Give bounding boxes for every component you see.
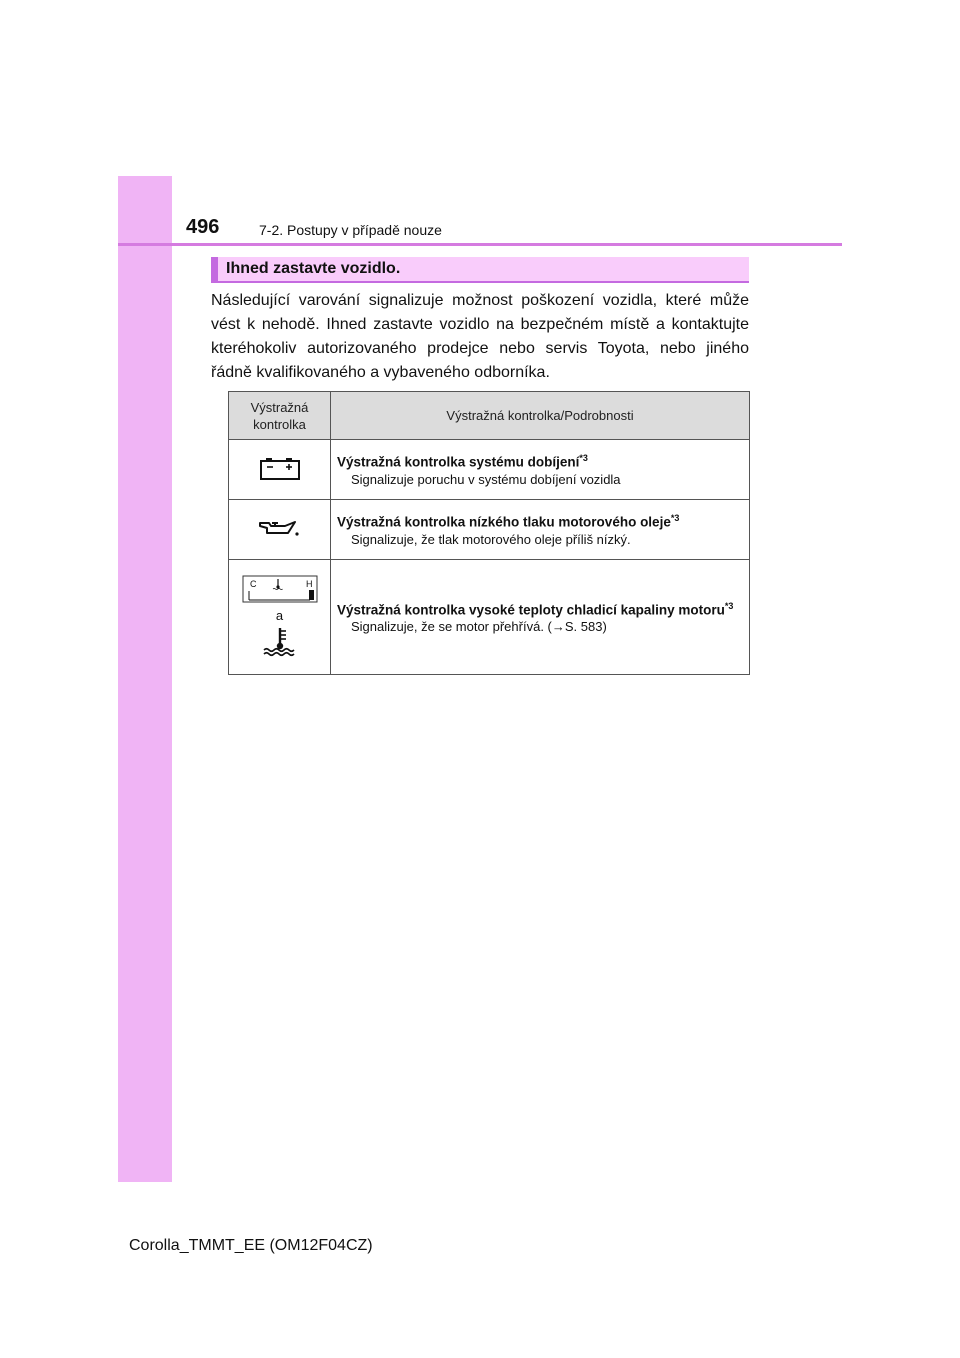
- footnote-mark: *3: [724, 600, 734, 611]
- row-title: [337, 450, 743, 471]
- row-title-text: Výstražná kontrolka nízkého tlaku motorového oleje: [337, 514, 671, 530]
- icon-cell: [229, 560, 331, 675]
- description-cell: [331, 560, 750, 675]
- sub-heading-text: Ihned zastavte vozidlo.: [226, 260, 401, 277]
- battery-icon: [255, 453, 305, 486]
- side-band: [118, 176, 172, 1182]
- row-title-text: Výstražná kontrolka systému dobíjení: [337, 454, 580, 470]
- table-row: [229, 500, 750, 560]
- description-cell: [331, 440, 750, 500]
- footnote-mark: *3: [670, 513, 680, 524]
- intro-paragraph: Následující varování signalizuje možnost poškození vozidla, které může vést k nehodě. Ihned zastavte vozidlo na bezpečném místě a kontaktujte kteréhokoliv autorizovaného prodejce nebo servis Toyota, nebo jiného řádně kvalifikovaného a vybaveného odborníka.: [211, 292, 749, 381]
- icon-cell: [229, 440, 331, 500]
- description-cell: [331, 500, 750, 560]
- table-row: [229, 560, 750, 675]
- row-title: [337, 510, 743, 531]
- header-icon-column: Výstražná kontrolka: [229, 392, 331, 440]
- row-detail: [337, 618, 743, 636]
- gauge-cold-label: C: [249, 578, 256, 589]
- oil-can-icon: [255, 513, 305, 546]
- sub-heading: [211, 257, 749, 283]
- row-title: [337, 598, 743, 619]
- temperature-gauge-icon: [242, 575, 318, 606]
- warning-table: [228, 391, 750, 675]
- icon-cell: [229, 500, 331, 560]
- table-row: [229, 440, 750, 500]
- row-detail-text[interactable]: Signalizuje, že se motor přehřívá. (→S. 583): [351, 619, 607, 635]
- row-title-text: Výstražná kontrolka vysoké teploty chladicí kapaliny motoru: [337, 602, 725, 618]
- row-detail: Signalizuje poruchu v systému dobíjení vozidla: [351, 471, 621, 487]
- header-rule: [118, 243, 842, 246]
- page-number: 496: [186, 216, 220, 238]
- gauge-hot-label: H: [305, 578, 312, 589]
- row-detail: Signalizuje, že tlak motorového oleje příliš nízký.: [351, 531, 631, 547]
- footer-model-code: Corolla_TMMT_EE (OM12F04CZ): [129, 1237, 373, 1254]
- header-details-column: Výstražná kontrolka/Podrobnosti: [331, 392, 750, 440]
- or-label: a: [275, 607, 284, 623]
- footnote-mark: *3: [579, 453, 588, 464]
- section-title: 7-2. Postupy v případě nouze: [259, 222, 442, 238]
- table-header-row: [229, 392, 750, 440]
- coolant-temperature-icon: [255, 625, 305, 660]
